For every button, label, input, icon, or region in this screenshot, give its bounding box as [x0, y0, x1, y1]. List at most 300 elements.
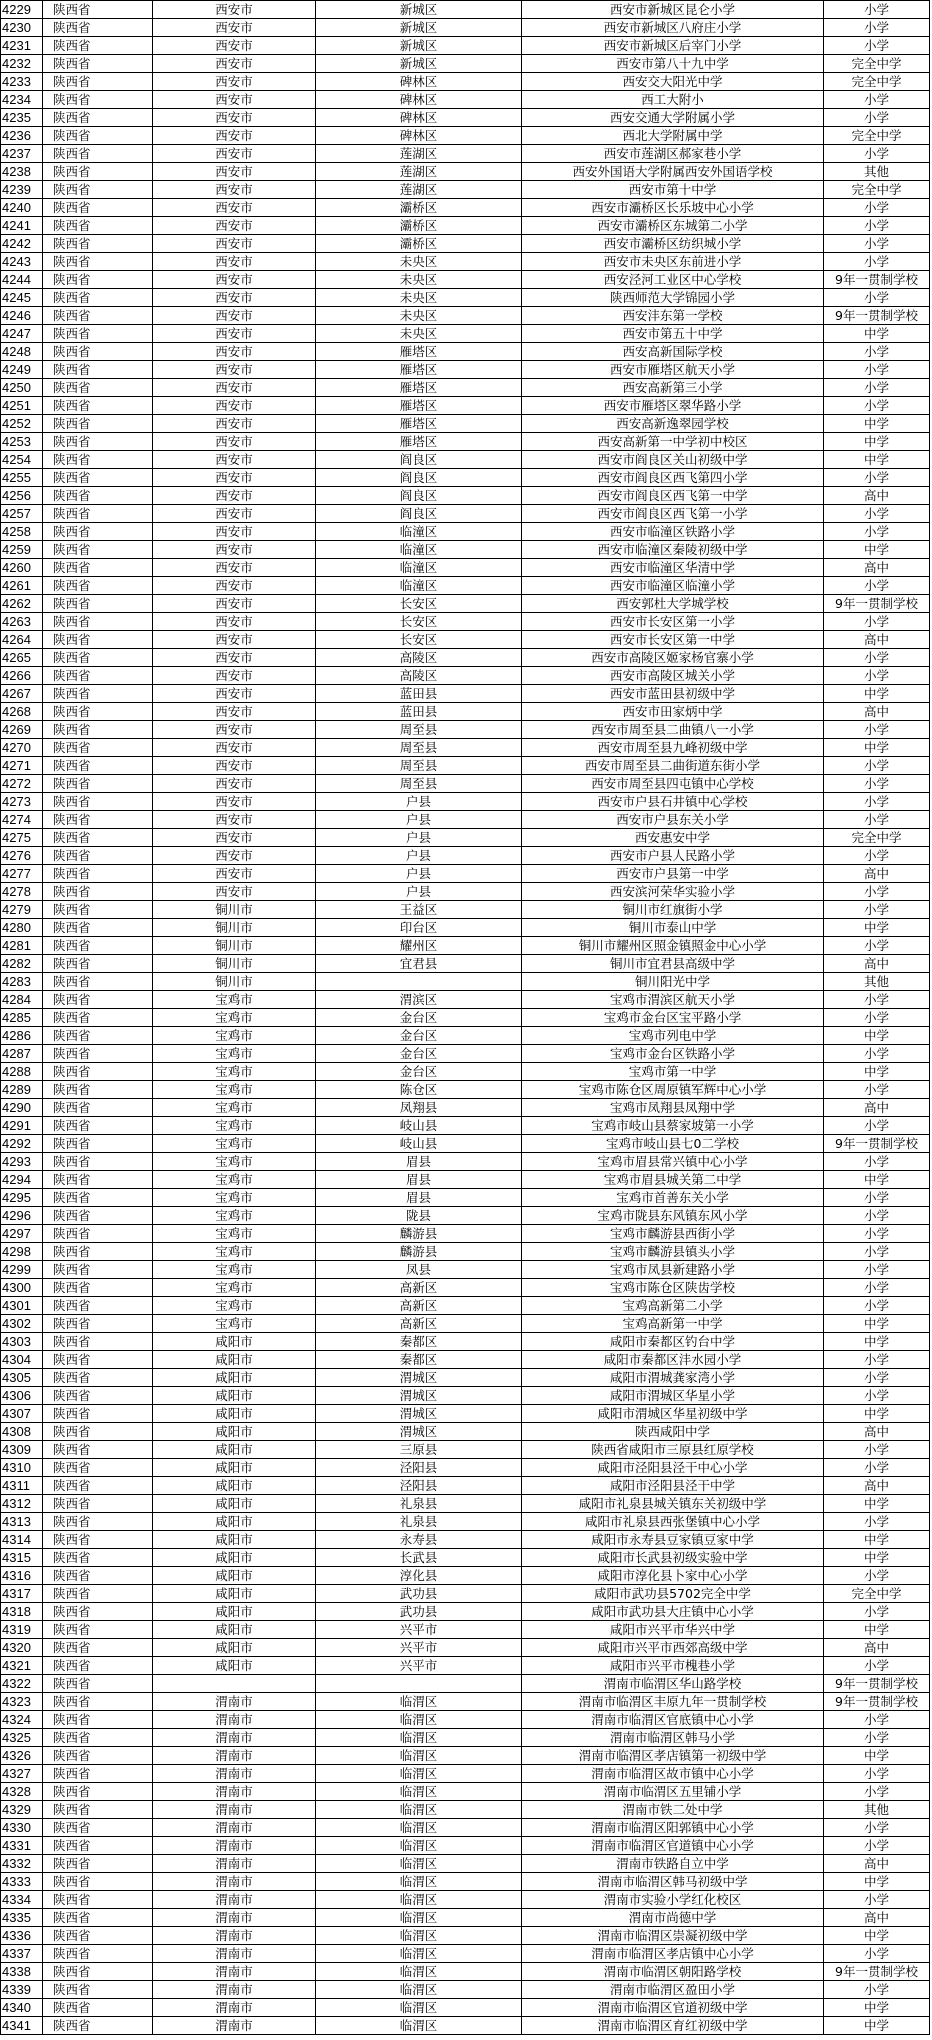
district-cell: 未央区 [316, 271, 522, 289]
table-row [1, 1873, 930, 1891]
school-name-cell: 宝鸡市陈仓区周原镇军辉中心小学 [522, 1081, 824, 1099]
district-cell: 碑林区 [316, 91, 522, 109]
province-cell: 陕西省 [43, 739, 153, 757]
city-cell: 宝鸡市 [153, 1315, 316, 1333]
school-name-cell: 西安市雁塔区翠华路小学 [522, 397, 824, 415]
school-name-cell: 西安高新第三小学 [522, 379, 824, 397]
district-cell: 泾阳县 [316, 1477, 522, 1495]
city-cell: 渭南市 [153, 1891, 316, 1909]
district-cell: 金台区 [316, 1045, 522, 1063]
school-type-cell: 小学 [824, 397, 930, 415]
province-cell: 陕西省 [43, 1783, 153, 1801]
table-row [1, 181, 930, 199]
city-cell: 宝鸡市 [153, 1153, 316, 1171]
row-number: 4319 [1, 1621, 43, 1639]
school-type-cell: 中学 [824, 451, 930, 469]
school-type-cell: 小学 [824, 1117, 930, 1135]
school-name-cell: 渭南市临渭区盈田小学 [522, 1981, 824, 1999]
district-cell: 临渭区 [316, 1891, 522, 1909]
district-cell: 碑林区 [316, 109, 522, 127]
row-number: 4314 [1, 1531, 43, 1549]
row-number: 4258 [1, 523, 43, 541]
table-row [1, 469, 930, 487]
city-cell: 西安市 [153, 667, 316, 685]
school-name-cell: 西工大附小 [522, 91, 824, 109]
table-row [1, 1135, 930, 1153]
school-type-cell: 小学 [824, 1783, 930, 1801]
district-cell: 雁塔区 [316, 343, 522, 361]
table-row [1, 271, 930, 289]
province-cell: 陕西省 [43, 19, 153, 37]
row-number: 4256 [1, 487, 43, 505]
school-name-cell: 渭南市临渭区阳郭镇中心小学 [522, 1819, 824, 1837]
province-cell: 陕西省 [43, 469, 153, 487]
row-number: 4249 [1, 361, 43, 379]
row-number: 4252 [1, 415, 43, 433]
row-number: 4250 [1, 379, 43, 397]
school-name-cell: 咸阳市秦都区钓台中学 [522, 1333, 824, 1351]
school-type-cell: 9年一贯制学校 [824, 1675, 930, 1693]
school-name-cell: 西安市户县人民路小学 [522, 847, 824, 865]
school-type-cell: 小学 [824, 109, 930, 127]
table-row [1, 1189, 930, 1207]
school-type-cell: 中学 [824, 2017, 930, 2035]
row-number: 4288 [1, 1063, 43, 1081]
row-number: 4339 [1, 1981, 43, 1999]
city-cell: 咸阳市 [153, 1369, 316, 1387]
city-cell: 宝鸡市 [153, 1189, 316, 1207]
district-cell: 高陵区 [316, 649, 522, 667]
city-cell: 西安市 [153, 397, 316, 415]
school-type-cell: 小学 [824, 1711, 930, 1729]
school-name-cell: 陕西省咸阳市三原县红原学校 [522, 1441, 824, 1459]
district-cell: 蓝田县 [316, 703, 522, 721]
school-name-cell: 铜川市宜君县高级中学 [522, 955, 824, 973]
city-cell: 西安市 [153, 127, 316, 145]
province-cell: 陕西省 [43, 253, 153, 271]
table-row [1, 109, 930, 127]
school-name-cell: 渭南市临渭区孝店镇中心小学 [522, 1945, 824, 1963]
row-number: 4237 [1, 145, 43, 163]
city-cell: 宝鸡市 [153, 1279, 316, 1297]
province-cell: 陕西省 [43, 1099, 153, 1117]
school-name-cell: 渭南市临渭区孝店镇第一初级中学 [522, 1747, 824, 1765]
province-cell: 陕西省 [43, 451, 153, 469]
school-type-cell: 小学 [824, 613, 930, 631]
school-name-cell: 宝鸡市眉县常兴镇中心小学 [522, 1153, 824, 1171]
district-cell: 渭城区 [316, 1405, 522, 1423]
city-cell: 咸阳市 [153, 1531, 316, 1549]
row-number: 4327 [1, 1765, 43, 1783]
province-cell: 陕西省 [43, 91, 153, 109]
province-cell: 陕西省 [43, 703, 153, 721]
province-cell: 陕西省 [43, 1495, 153, 1513]
table-row [1, 1963, 930, 1981]
school-name-cell: 渭南市尚德中学 [522, 1909, 824, 1927]
table-row [1, 91, 930, 109]
district-cell: 麟游县 [316, 1225, 522, 1243]
province-cell: 陕西省 [43, 1945, 153, 1963]
province-cell: 陕西省 [43, 343, 153, 361]
school-name-cell: 西安市临潼区临潼小学 [522, 577, 824, 595]
school-name-cell: 铜川市泰山中学 [522, 919, 824, 937]
row-number: 4316 [1, 1567, 43, 1585]
row-number: 4295 [1, 1189, 43, 1207]
school-type-cell: 小学 [824, 1153, 930, 1171]
school-type-cell: 中学 [824, 415, 930, 433]
school-type-cell: 小学 [824, 1729, 930, 1747]
school-name-cell: 西安市周至县二曲街道东街小学 [522, 757, 824, 775]
school-type-cell: 高中 [824, 1909, 930, 1927]
province-cell: 陕西省 [43, 1477, 153, 1495]
table-row [1, 631, 930, 649]
province-cell: 陕西省 [43, 217, 153, 235]
district-cell: 临渭区 [316, 1873, 522, 1891]
city-cell: 咸阳市 [153, 1495, 316, 1513]
city-cell: 渭南市 [153, 1999, 316, 2017]
province-cell: 陕西省 [43, 37, 153, 55]
school-type-cell: 中学 [824, 1171, 930, 1189]
school-type-cell: 小学 [824, 721, 930, 739]
school-name-cell: 西安惠安中学 [522, 829, 824, 847]
province-cell: 陕西省 [43, 397, 153, 415]
school-type-cell: 高中 [824, 1423, 930, 1441]
school-type-cell: 9年一贯制学校 [824, 307, 930, 325]
school-name-cell: 西安市周至县二曲镇八一小学 [522, 721, 824, 739]
city-cell: 西安市 [153, 1, 316, 19]
city-cell: 西安市 [153, 415, 316, 433]
row-number: 4280 [1, 919, 43, 937]
school-name-cell: 西安市第十中学 [522, 181, 824, 199]
table-row [1, 1243, 930, 1261]
table-row [1, 415, 930, 433]
city-cell: 咸阳市 [153, 1549, 316, 1567]
row-number: 4332 [1, 1855, 43, 1873]
district-cell: 碑林区 [316, 127, 522, 145]
district-cell: 眉县 [316, 1189, 522, 1207]
district-cell: 临渭区 [316, 1837, 522, 1855]
table-row [1, 559, 930, 577]
row-number: 4243 [1, 253, 43, 271]
province-cell: 陕西省 [43, 721, 153, 739]
row-number: 4284 [1, 991, 43, 1009]
school-name-cell: 西安市雁塔区航天小学 [522, 361, 824, 379]
district-cell: 莲湖区 [316, 163, 522, 181]
city-cell: 宝鸡市 [153, 1297, 316, 1315]
district-cell: 灞桥区 [316, 217, 522, 235]
city-cell: 西安市 [153, 325, 316, 343]
school-type-cell: 小学 [824, 1045, 930, 1063]
table-row [1, 1675, 930, 1693]
city-cell: 西安市 [153, 775, 316, 793]
table-row [1, 991, 930, 1009]
district-cell: 印台区 [316, 919, 522, 937]
school-type-cell: 小学 [824, 469, 930, 487]
city-cell: 咸阳市 [153, 1387, 316, 1405]
district-cell: 宜君县 [316, 955, 522, 973]
row-number: 4336 [1, 1927, 43, 1945]
row-number: 4307 [1, 1405, 43, 1423]
row-number: 4308 [1, 1423, 43, 1441]
row-number: 4333 [1, 1873, 43, 1891]
table-body [1, 1, 930, 2035]
school-type-cell: 中学 [824, 685, 930, 703]
table-row [1, 2017, 930, 2035]
province-cell: 陕西省 [43, 883, 153, 901]
district-cell: 临潼区 [316, 559, 522, 577]
province-cell: 陕西省 [43, 1063, 153, 1081]
city-cell: 西安市 [153, 235, 316, 253]
school-name-cell: 咸阳市泾阳县泾干中学 [522, 1477, 824, 1495]
school-type-cell: 小学 [824, 667, 930, 685]
city-cell: 咸阳市 [153, 1585, 316, 1603]
school-name-cell: 西安市灞桥区东城第二小学 [522, 217, 824, 235]
district-cell: 临渭区 [316, 1963, 522, 1981]
city-cell: 西安市 [153, 109, 316, 127]
district-cell: 临潼区 [316, 577, 522, 595]
city-cell: 咸阳市 [153, 1423, 316, 1441]
province-cell: 陕西省 [43, 361, 153, 379]
province-cell: 陕西省 [43, 199, 153, 217]
table-row [1, 1801, 930, 1819]
school-name-cell: 西安市第五十中学 [522, 325, 824, 343]
school-type-cell: 小学 [824, 1261, 930, 1279]
school-name-cell: 咸阳市兴平市西郊高级中学 [522, 1639, 824, 1657]
province-cell: 陕西省 [43, 1747, 153, 1765]
table-row [1, 973, 930, 991]
school-type-cell: 小学 [824, 1009, 930, 1027]
city-cell: 西安市 [153, 37, 316, 55]
table-row [1, 1945, 930, 1963]
district-cell: 临渭区 [316, 1783, 522, 1801]
school-name-cell: 西安市第八十九中学 [522, 55, 824, 73]
city-cell: 西安市 [153, 505, 316, 523]
district-cell: 陇县 [316, 1207, 522, 1225]
table-row [1, 937, 930, 955]
school-name-cell: 铜川市红旗街小学 [522, 901, 824, 919]
province-cell: 陕西省 [43, 1243, 153, 1261]
table-row [1, 199, 930, 217]
row-number: 4291 [1, 1117, 43, 1135]
province-cell: 陕西省 [43, 2017, 153, 2035]
table-row [1, 1333, 930, 1351]
school-name-cell: 西安市未央区东前进小学 [522, 253, 824, 271]
school-name-cell: 铜川市耀州区照金镇照金中心小学 [522, 937, 824, 955]
school-type-cell: 小学 [824, 1819, 930, 1837]
city-cell: 西安市 [153, 433, 316, 451]
district-cell: 秦都区 [316, 1351, 522, 1369]
school-name-cell: 宝鸡市岐山县七0二学校 [522, 1135, 824, 1153]
row-number: 4293 [1, 1153, 43, 1171]
row-number: 4312 [1, 1495, 43, 1513]
province-cell: 陕西省 [43, 289, 153, 307]
city-cell: 宝鸡市 [153, 1081, 316, 1099]
city-cell [153, 1675, 316, 1693]
district-cell: 莲湖区 [316, 145, 522, 163]
row-number: 4311 [1, 1477, 43, 1495]
table-row [1, 757, 930, 775]
school-type-cell: 中学 [824, 1747, 930, 1765]
table-row [1, 1081, 930, 1099]
row-number: 4251 [1, 397, 43, 415]
school-type-cell: 小学 [824, 847, 930, 865]
row-number: 4325 [1, 1729, 43, 1747]
row-number: 4232 [1, 55, 43, 73]
table-row [1, 379, 930, 397]
table-row [1, 829, 930, 847]
school-type-cell: 完全中学 [824, 55, 930, 73]
city-cell: 西安市 [153, 181, 316, 199]
school-type-cell: 小学 [824, 775, 930, 793]
province-cell: 陕西省 [43, 667, 153, 685]
city-cell: 渭南市 [153, 1909, 316, 1927]
school-type-cell: 小学 [824, 1225, 930, 1243]
school-name-cell: 宝鸡市凤县新建路小学 [522, 1261, 824, 1279]
district-cell: 周至县 [316, 739, 522, 757]
school-name-cell: 宝鸡市金台区铁路小学 [522, 1045, 824, 1063]
school-name-cell: 宝鸡高新第二小学 [522, 1297, 824, 1315]
school-type-cell: 高中 [824, 955, 930, 973]
city-cell: 宝鸡市 [153, 1225, 316, 1243]
city-cell: 渭南市 [153, 2017, 316, 2035]
table-row [1, 1639, 930, 1657]
district-cell: 未央区 [316, 325, 522, 343]
school-name-cell: 渭南市临渭区朝阳路学校 [522, 1963, 824, 1981]
table-row [1, 1891, 930, 1909]
city-cell: 西安市 [153, 793, 316, 811]
row-number: 4263 [1, 613, 43, 631]
city-cell: 咸阳市 [153, 1603, 316, 1621]
province-cell: 陕西省 [43, 487, 153, 505]
province-cell: 陕西省 [43, 919, 153, 937]
row-number: 4302 [1, 1315, 43, 1333]
row-number: 4257 [1, 505, 43, 523]
district-cell: 陈仓区 [316, 1081, 522, 1099]
row-number: 4313 [1, 1513, 43, 1531]
district-cell: 兴平市 [316, 1621, 522, 1639]
school-name-cell: 渭南市临渭区五里铺小学 [522, 1783, 824, 1801]
province-cell: 陕西省 [43, 1657, 153, 1675]
school-name-cell: 西安市临潼区铁路小学 [522, 523, 824, 541]
school-type-cell: 小学 [824, 1981, 930, 1999]
district-cell: 未央区 [316, 307, 522, 325]
table-row [1, 649, 930, 667]
table-row [1, 235, 930, 253]
table-row [1, 739, 930, 757]
district-cell: 临渭区 [316, 1729, 522, 1747]
row-number: 4267 [1, 685, 43, 703]
city-cell: 咸阳市 [153, 1351, 316, 1369]
school-name-cell: 咸阳市秦都区沣水园小学 [522, 1351, 824, 1369]
district-cell: 临渭区 [316, 1909, 522, 1927]
school-type-cell: 高中 [824, 559, 930, 577]
row-number: 4246 [1, 307, 43, 325]
row-number: 4309 [1, 1441, 43, 1459]
district-cell: 雁塔区 [316, 415, 522, 433]
school-type-cell: 小学 [824, 91, 930, 109]
city-cell: 西安市 [153, 19, 316, 37]
school-name-cell: 宝鸡市岐山县蔡家坡第一小学 [522, 1117, 824, 1135]
school-name-cell: 西安市高陵区姬家杨官寨小学 [522, 649, 824, 667]
district-cell: 临渭区 [316, 1801, 522, 1819]
district-cell: 灞桥区 [316, 199, 522, 217]
district-cell: 凤翔县 [316, 1099, 522, 1117]
school-name-cell: 西安滨河荣华实验小学 [522, 883, 824, 901]
district-cell: 新城区 [316, 1, 522, 19]
table-row [1, 1063, 930, 1081]
school-type-cell: 中学 [824, 1927, 930, 1945]
city-cell: 西安市 [153, 739, 316, 757]
row-number: 4265 [1, 649, 43, 667]
school-type-cell: 小学 [824, 217, 930, 235]
province-cell: 陕西省 [43, 1171, 153, 1189]
province-cell: 陕西省 [43, 937, 153, 955]
school-type-cell: 小学 [824, 1837, 930, 1855]
city-cell: 西安市 [153, 271, 316, 289]
school-type-cell: 小学 [824, 343, 930, 361]
row-number: 4328 [1, 1783, 43, 1801]
district-cell: 周至县 [316, 775, 522, 793]
table-row [1, 1855, 930, 1873]
school-name-cell: 宝鸡市麟游县西街小学 [522, 1225, 824, 1243]
city-cell: 西安市 [153, 73, 316, 91]
district-cell: 临潼区 [316, 523, 522, 541]
row-number: 4290 [1, 1099, 43, 1117]
district-cell: 临渭区 [316, 2017, 522, 2035]
city-cell: 咸阳市 [153, 1441, 316, 1459]
school-name-cell: 宝鸡市麟游县镇头小学 [522, 1243, 824, 1261]
province-cell: 陕西省 [43, 145, 153, 163]
school-name-cell: 宝鸡市第一中学 [522, 1063, 824, 1081]
row-number: 4334 [1, 1891, 43, 1909]
row-number: 4341 [1, 2017, 43, 2035]
district-cell: 阎良区 [316, 487, 522, 505]
district-cell: 临渭区 [316, 1765, 522, 1783]
school-name-cell: 宝鸡高新第一中学 [522, 1315, 824, 1333]
table-row [1, 811, 930, 829]
district-cell: 长安区 [316, 613, 522, 631]
district-cell: 永寿县 [316, 1531, 522, 1549]
city-cell: 渭南市 [153, 1981, 316, 1999]
province-cell: 陕西省 [43, 433, 153, 451]
district-cell: 长武县 [316, 1549, 522, 1567]
school-type-cell: 小学 [824, 235, 930, 253]
city-cell: 咸阳市 [153, 1621, 316, 1639]
city-cell: 渭南市 [153, 1837, 316, 1855]
school-name-cell: 西安市阎良区西飞第一小学 [522, 505, 824, 523]
row-number: 4330 [1, 1819, 43, 1837]
school-type-cell: 小学 [824, 1279, 930, 1297]
school-name-cell: 西安市阎良区西飞第四小学 [522, 469, 824, 487]
table-row [1, 1027, 930, 1045]
school-name-cell: 咸阳市礼泉县西张堡镇中心小学 [522, 1513, 824, 1531]
city-cell: 宝鸡市 [153, 991, 316, 1009]
school-type-cell: 中学 [824, 325, 930, 343]
province-cell: 陕西省 [43, 415, 153, 433]
school-name-cell: 咸阳市武功县5702完全中学 [522, 1585, 824, 1603]
row-number: 4264 [1, 631, 43, 649]
school-name-cell: 宝鸡市陈仓区陕齿学校 [522, 1279, 824, 1297]
province-cell: 陕西省 [43, 1207, 153, 1225]
table-row [1, 667, 930, 685]
province-cell: 陕西省 [43, 1279, 153, 1297]
city-cell: 西安市 [153, 865, 316, 883]
district-cell: 莲湖区 [316, 181, 522, 199]
city-cell: 咸阳市 [153, 1405, 316, 1423]
district-cell: 高陵区 [316, 667, 522, 685]
table-row [1, 1693, 930, 1711]
school-type-cell: 小学 [824, 1945, 930, 1963]
